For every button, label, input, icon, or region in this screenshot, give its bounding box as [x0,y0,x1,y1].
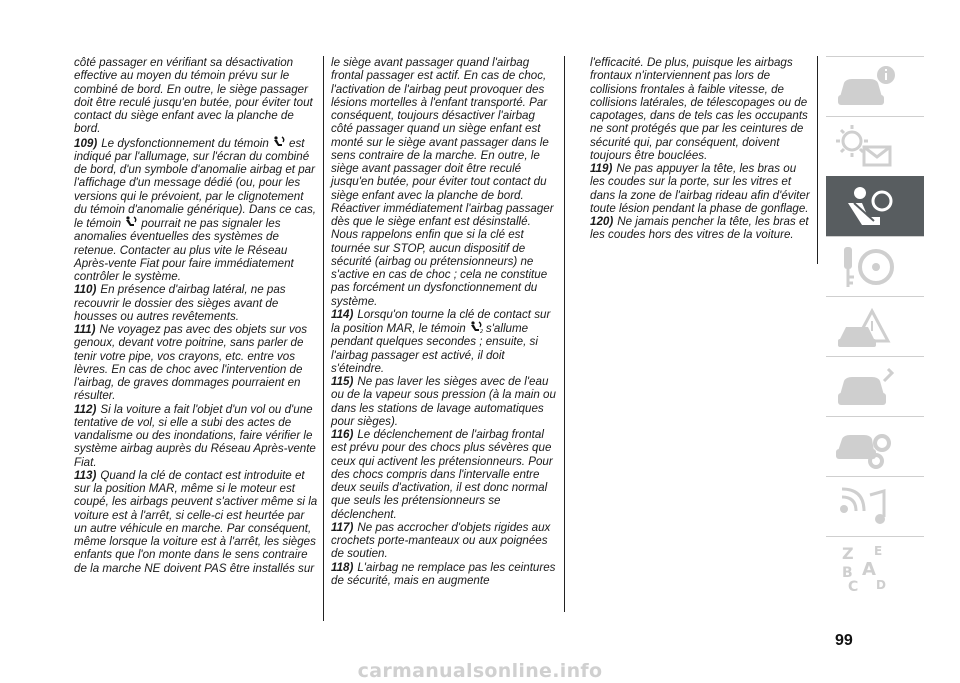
note-number-118: 118) [331,560,354,574]
car-info-icon [834,61,896,113]
specs-gears-icon [834,421,896,473]
note-117-text: Ne pas accrocher d'objets rigides aux crochets porte-manteaux ou aux poignées de soutien. [331,520,551,561]
airbag-safety-icon [834,181,896,233]
tab-warning-triangle[interactable] [826,296,924,357]
note-number-111: 111) [74,323,96,336]
paragraph-continued: le siège avant passager quand l'airbag frontal passager est actif. En cas de choc, l'activation de l'airbag peut provoquer des lésions mortelles à l'enfant transporté. Par conséquent, toujours désactiver l'airbag côté passager quand un siège enfant est monté sur le siège avant passager dans le sens contraire de la marche. En outre, le siège avant passager doit être reculé jusqu'en butée, pour éviter tout contact du siège enfant avec la planche de bord. Réactiver immédiatement l'airbag passager dès que le siège enfant est désinstallé. Nous rappelons enfin que si la clé est tournée sur STOP, aucun dispositif de sécurité (airbag ou prétensionneurs) ne s'active en cas de choc ; cela ne constitue pas forcément un dysfonctionnement du système. [331,56,554,308]
note-119-text: Ne pas appuyer la tête, les bras ou les coudes sur la porte, sur les vitres et dans la zone de l'airbag rideau afin d'éviter toute lésion pendant la phase de gonflage. [590,162,810,215]
paragraph-continued: côté passager en vérifiant sa désactivation effective au moyen du témoin prévu sur le combiné de bord. En outre, le siège passager doit être reculé jusqu'en butée, pour éviter tout contact du siège enfant avec la planche de bord. [74,56,313,136]
car-service-icon [834,361,896,413]
note-116-text: Le déclenchement de l'airbag frontal est prévu pour des chocs plus sévères que ceux qui activent les prétensionneurs. Pour des chocs compris dans l'intervalle entre deux seuils d'activation, il est donc normal que seuls les prétensionneurs se déclenchent. [331,428,553,521]
watermark: carmanualsonline.info [357,660,603,682]
tab-car-service[interactable] [826,356,924,417]
note-120-text: Ne jamais pencher la tête, les bras et les coudes hors des vitres de la voiture. [590,215,809,242]
note-110-text: En présence d'airbag latéral, ne pas recouvrir le dossier des sièges avant de housses ou autres revêtements. [74,283,286,323]
note-109-text: Le dysfonctionnement du témoin [101,136,269,150]
tab-index[interactable] [826,536,924,597]
warning-triangle-icon [834,301,896,353]
note-118-text: L'airbag ne remplace pas les ceintures de sécurité, mais en augmente [331,560,556,587]
note-115-text: Ne pas laver les sièges avec de l'eau ou de la vapeur sous pression (à la main ou dans les stations de lavage automatiques pour sièges). [331,375,556,428]
note-number-112: 112) [74,402,97,416]
note-number-115: 115) [331,375,354,388]
text-column-1 [74,56,324,621]
tab-warning-lights[interactable] [826,116,924,177]
note-109-text-2: est indiqué par l'allumage, sur l'écran du combiné de bord, d'un symbole d'anomalie airbag et par l'affichage d'un message dédié (ou, pour les versions qui le prévoient, par le clignotement du témoin d'anomalie générique). Dans ce cas, le témoin [74,136,316,230]
multimedia-icon [834,481,896,533]
note-114-text: Lorsqu'on tourne la clé de contact sur la position MAR, le témoin [331,307,551,335]
text-column-2 [331,56,565,612]
index-letter-d: D [876,578,886,592]
index-letter-b: B [842,565,853,581]
text-column-3 [590,56,818,264]
tab-key-steering[interactable] [826,236,924,297]
note-number-113: 113) [74,468,97,482]
svg-text:2: 2 [479,329,483,333]
key-steering-icon [834,241,896,293]
tab-car-info[interactable] [826,56,924,117]
note-114-text-2: s'allume pendant quelques secondes ; ensuite, si l'airbag passager est activé, il doit s'éteindre. [331,322,538,375]
tab-specs[interactable] [826,416,924,477]
note-112-text: Si la voiture a fait l'objet d'un vol ou d'une tentative de vol, si elle a subi des actes de vandalisme ou des inondations, faire vérifier le système airbag auprès du Réseau Après-vente Fiat. [74,402,316,469]
index-letters-icon [834,541,896,593]
airbag-warning-icon [272,136,286,148]
warning-lights-icon [834,121,896,173]
note-109-text-3: pourrait ne pas signaler les anomalies éventuelles des systèmes de retenue. Contacter au plus vite le Réseau Après-vente Fiat pour faire immédiatement contrôler le système. [74,217,294,283]
note-number-117: 117) [331,520,354,534]
note-number-120: 120) [590,215,614,228]
note-number-114: 114) [331,307,354,321]
note-113-text: Quand la clé de contact est introduite et sur la position MAR, même si le moteur est coupé, les airbags peuvent s'activer même si la voiture est à l'arrêt, si celle-ci est heurtée par un autre véhicule en marche. Par conséquent, même lorsque la voiture est à l'arrêt, les sièges enfants que l'on monte dans le sens contraire de la marche NE doivent PAS être installés sur [74,468,318,575]
note-number-110: 110) [74,283,97,297]
page-number: 99 [835,632,853,649]
index-letter-e: E [874,544,883,558]
note-111-text: Ne voyagez pas avec des objets sur vos genoux, devant votre poitrine, sans parler de tenir votre pipe, vos crayons, etc. entre vos lèvres. En cas de choc avec l'intervention de l'airbag, de graves dommages pourraient en résulter. [74,323,307,403]
airbag-warning-icon [124,216,138,228]
passenger-airbag-icon [469,321,483,333]
note-number-109: 109) [74,136,98,150]
index-letter-z: Z [842,544,854,563]
index-letter-c: C [848,579,859,593]
index-letter-a: A [862,559,876,580]
note-number-116: 116) [331,428,354,441]
note-number-119: 119) [590,162,613,175]
tab-multimedia[interactable] [826,476,924,537]
tab-airbag-safety[interactable] [826,176,924,237]
paragraph-continued: l'efficacité. De plus, puisque les airbags frontaux n'interviennent pas lors de collisions frontales à faible vitesse, de collisions latérales, de télescopages ou de capotages, dans de tels cas les occupants ne sont protégés que par les ceintures de sécurité qui, par conséquent, doivent toujours être bouclées. [590,56,808,162]
